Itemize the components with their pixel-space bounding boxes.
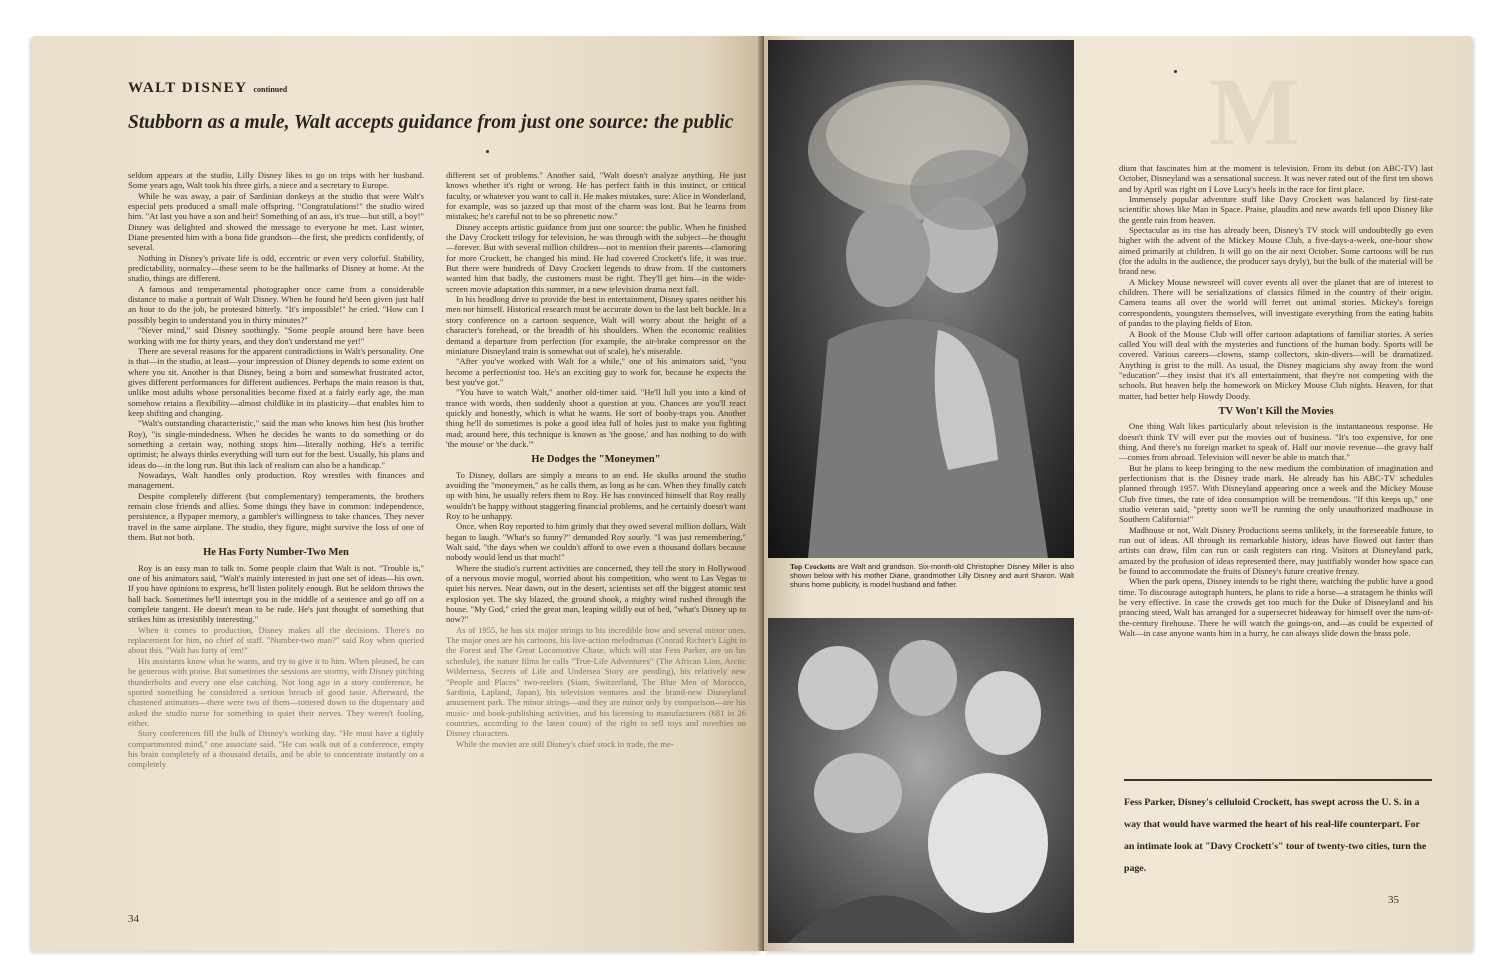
paragraph: There are several reasons for the apparent contradictions in Walt's personality. One is that—in the studio, at least—your impression of Disney depends to some extent on where you sit. Another is that Disney, being a born and somewhat frustrated actor, gives different performances for different audiences. Perhaps the main reason is that, unlike most adults whose personalities become fixed at a fairly early age, the man somehow retains a flexibility—almost childlike in its plasticity—that enables him to keep shifting and changing. — [128, 345, 424, 418]
subhead-moneymen: He Dodges the "Moneymen" — [531, 454, 661, 466]
photo-walt-and-grandson-image — [768, 40, 1074, 558]
photo-caption — [790, 562, 1074, 589]
paragraph: One thing Walt likes particularly about television is the instantaneous response. He doesn't think TV will ever put the movies out of business. "It's too expensive, for one thing. And there's no foreign market to speak of. Half our movie revenue—the gravy half—comes from abroad. Television will never be able to match that." — [1119, 421, 1433, 463]
paragraph: Spectacular as its rise has already been, Disney's TV stock will undoubtedly go even higher with the advent of the Mickey Mouse Club, a five-days-a-week, one-hour show aimed primarily at children. It will go on the air next October. Some cartoons will be run (for the adults in the audience, the producer says dryly), but the bulk of the material will be brand new. — [1119, 225, 1433, 277]
subhead-forty-number-two-men: He Has Forty Number-Two Men — [203, 547, 349, 559]
paragraph: Disney accepts artistic guidance from just one source: the public. When he finished the Davy Crockett trilogy for television, he was through with the subject—he thought—forever. But with several million children—not to mention their parents—clamoring for more Crockett, he changed his mind. He had covered Crockett's life, it was true. But there were hundreds of Davy Crockett legends to draw from. If the customers wanted him that badly, the customers must be right. They'll get him—in the wide-screen movie adaptation this summer, in a new television drama next fall. — [446, 221, 746, 294]
paragraph: Where the studio's current activities are concerned, they tell the story in Hollywood of a nervous movie mogul, worried about his competition, who went to Las Vegas to quiet his nerves. Near dawn, out in the desert, scientists set off the biggest atomic test explosion yet. The sky blazed, the ground shook, a mighty wind rushed through the house. "My God," cried the great man, leaping wildly out of bed, "what's Disney up to now?" — [446, 562, 746, 625]
paragraph: different set of problems." Another said, "Walt doesn't analyze anything. He just knows whether it's right or wrong. He has perfect faith in this instinct, or critical faculty, or whatever you want to call it. He makes mistakes, sure: Alice in Wonderland, for example, was so jazzed up that most of the charm was lost. But he learns from mistakes; he's careful not to be so phrenetic now." — [446, 170, 746, 222]
left-column-1 — [128, 170, 424, 951]
paragraph: While the movies are still Disney's chief stock in trade, the me- — [456, 738, 674, 749]
page-number-right: 35 — [1388, 894, 1399, 906]
ghost-letter: M — [1209, 58, 1296, 165]
right-page — [764, 36, 1472, 951]
paragraph: "Never mind," said Disney soothingly. "Some people around here have been working with me for thirty years, and they don't understand me yet!" — [128, 325, 424, 346]
header-continued: continued — [253, 85, 288, 94]
subhead-tv-wont-kill-movies: TV Won't Kill the Movies — [1218, 405, 1334, 417]
paragraph: Nothing in Disney's private life is odd, eccentric or even very colorful. Stability, predictability, normalcy—these seem to be the hallmarks of Disney at home. At the studio, things are different. — [128, 252, 424, 284]
paragraph: Madhouse or not, Walt Disney Productions seems unlikely, in the foreseeable future, to run out of ideas. All through its remarkable history, ideas have flowed out faster than artists can draw, film can run or cash registers can ring. Visitors at Disneyland park, amazed by the profusion of ideas represented there, may justifiably wonder how space can be found to accommodate the fruits of Disney's future creative frenzy. — [1119, 524, 1433, 577]
paragraph: When the park opens, Disney intends to be right there, watching the public have a good time. To discourage autograph hunters, he plans to ride a horse—a stratagem he thinks will be very effective. In case the crowds get too much for the Duke of Disneyland and his prancing steed, Walt has arranged for a supersecret hideaway for himself over the turn-of-the-century firehouse. There he will watch the goings-on, and—as could be expected of Walt—in case anyone wants him in a hurry, he can always slide down the brass pole. — [1119, 576, 1433, 639]
paragraph: But he plans to keep bringing to the new medium the combination of imagination and perfectionism that is the Disney trade mark. He already has his ABC-TV schedules planned through 1957. With Disneyland appearing once a week and the Mickey Mouse Club five times, the rate of idea consumption will be tremendous. "If this keeps up," one studio veteran said, "pretty soon we'll be running the only unauthorized madhouse in Southern California!" — [1119, 462, 1433, 525]
top-dot — [1174, 70, 1177, 73]
paragraph: "You have to watch Walt," another old-timer said. "He'll lull you into a kind of trance with words, then suddenly shoot a question at you. Chances are you'll react quickly and honestly, which is what he wants. He sort of booby-traps you. Another thing he'll do sometimes is poke a good idea full of holes just to make you fighting mad; around here, this technique is known as 'the goose,' and has nothing to do with 'the mouse' or 'the duck.'" — [446, 387, 746, 449]
paragraph: In his headlong drive to provide the best in entertainment, Disney spares neither his men nor himself. Historical research must be accurate down to the last belt buckle. In a story conference on a cartoon sequence, Walt will worry about the height of a character's forehead, or the breadth of his shoulders. When the economic realities demand a departure from perfection (for example, the air-brake compressor on the miniature Disneyland train is somewhat out of scale), he's miserable. — [446, 294, 746, 356]
paragraph: seldom appears at the studio, Lilly Disney likes to go on trips with her husband. Some years ago, Walt took his three girls, a niece and a secretary to Europe. — [128, 170, 424, 191]
deck-dot — [486, 150, 489, 153]
paragraph: To Disney, dollars are simply a means to an end. He skulks around the studio avoiding the "moneymen," as he calls them, as long as he can. When they finally catch up with him, he usually refers them to Roy. He has convinced himself that Roy really wouldn't be happy without staggering financial problems, and he certainly doesn't want Roy to be unhappy. — [446, 469, 746, 521]
photo-disney-family — [768, 618, 1074, 943]
photo-disney-family-image — [768, 618, 1074, 943]
paragraph: His assistants know what he wants, and try to give it to him. When pleased, he can be generous with praise. But sometimes the sessions are stormy, with Disney pitching thunderbolts and every one else catching. Not long ago in a story conference, he spotted something he considered a serious breach of good taste. Afterward, the chastened animators—there were two of them—tottered down to the dispensary and asked the studio nurse for something to quiet their nerves. They weren't fooling, either. — [128, 655, 424, 728]
caption-lead: Top Crocketts — [790, 562, 836, 571]
paragraph: A famous and temperamental photographer once came from a considerable distance to make a portrait of Walt Disney. When he found he'd been given just half an hour to do the job, he protested bitterly. "It's impossible!" he cried. "How can I possibly begin to understand you in thirty minutes?" — [128, 283, 424, 325]
paragraph: Story conferences fill the bulk of Disney's working day. "He must have a tightly compartmented mind," one associate said. "He can walk out of a conference, empty his brain completely of a thousand details, and be able to concentrate instantly on a completely — [128, 728, 424, 770]
left-column-2 — [446, 170, 746, 951]
paragraph: A Mickey Mouse newsreel will cover events all over the planet that are of interest to children. There will be serializations of classics filmed in the country of their origin. Camera teams all over the world will ferret out animal stories. Mickey's foreign correspondents, youngsters themselves, will investigate everything from the eating habits of pandas to the playing fields of Eton. — [1119, 276, 1433, 329]
right-column — [1119, 163, 1433, 803]
paragraph: Nowadays, Walt handles only production. Roy wrestles with finances and management. — [128, 469, 424, 491]
paragraph: Immensely popular adventure stuff like Davy Crockett was balanced by first-rate scientific shows like Man in Space. Praise, plaudits and new awards fell upon Disney like the gentle rain from heaven. — [1119, 194, 1433, 225]
paragraph: "After you've worked with Walt for a while," one of his animators said, "you become a perfectionist too. He's an exciting guy to work for, because he expects the best you've got." — [446, 356, 746, 387]
paragraph: dium that fascinates him at the moment is television. From its debut (on ABC-TV) last October, Disneyland was a sensational success. It was never rated out of the first ten shows and by April was right on I Love Lucy's heels in the race for first place. — [1119, 163, 1433, 194]
teaser-text: Fess Parker, Disney's celluloid Crockett, has swept across the U. S. in a way that would have warmed the heart of his real-life counterpart. For an intimate look at "Davy Crockett's" tour of twenty-two cities, turn the page. — [1124, 797, 1427, 874]
paragraph: When it comes to production, Disney makes all the decisions. There's no replacement for him, no chief of staff. "Number-two man?" said Roy when queried about this. "Walt has forty of 'em!" — [128, 624, 424, 656]
paragraph: As of 1955, he has six major strings to his incredible bow and several minor ones. The major ones are his cartoons, his live-action melodramas (Conrad Richter's Light in the Forest and The Great Locomotive Chase, which will star Fess Parker, are on his schedule), the nature films he calls "True-Life Adventures" (The African Lion, Arctic Wilderness, Secrets of Life and Undersea Story are pending), his relatively new "People and Places" two-reelers (Siam, Switzerland, The Blue Men of Morocco, Sardinia, Lapland, Japan), his television ventures and the brand-new Disneyland amusement park. The minor strings—and they are minor only by comparison—are his music- and book-publishing activities, and his licensing to manufacturers (681 in 26 countries, according to the latest count) of the right to sell toys and novelties on Disney characters. — [446, 624, 746, 739]
paragraph: Despite completely different (but complementary) temperaments, the brothers remain close friends and allies. Some things they have in common: independence, persistence, a flypaper memory, a gambler's willingness to take chances. They never travel in the same airplane. The studio, they figure, might survive the loss of one of them. But not both. — [128, 490, 424, 543]
article-deck: Stubborn as a mule, Walt accepts guidance from just one source: the public — [128, 112, 734, 133]
left-page — [32, 36, 762, 951]
teaser-rule — [1124, 779, 1432, 781]
running-header — [128, 80, 287, 97]
paragraph: "Walt's outstanding characteristic," said the man who knows him best (his brother Roy), "is single-mindedness. When he decides he wants to do something or do something a certain way, nothing stops him—literally nothing. He's a terrific optimist; he always thinks everything will turn out for the best. Usually, his plans and ideas do—in the long run. But this lack of realism can also be a handicap." — [128, 418, 424, 470]
paragraph: Once, when Roy reported to him grimly that they owed several million dollars, Walt began to laugh. "What's so funny?" demanded Roy sourly. "I was just remembering," Walt said, "the days when we couldn't afford to owe even a thousand dollars because nobody would lend us that much!" — [446, 521, 746, 563]
paragraph: A Book of the Mouse Club will offer cartoon adaptations of familiar stories. A series called You will deal with the mysteries and functions of the human body. Sports will be covered. Various careers—clowns, stamp collectors, skin-divers—will be dramatized. Anything is grist to the mill. As usual, the Disney magicians shy away from the word "education"—they insist that it's all entertainment, that they're not competing with the schools. But heaven help the homework on Mickey Mouse Club nights. Heaven, for that matter, had better help Howdy Doody. — [1119, 328, 1433, 401]
photo-walt-and-grandson — [768, 40, 1074, 558]
paragraph: While he was away, a pair of Sardinian donkeys at the studio that were Walt's especial pets produced a small male offspring. "Congratulations!" the studio wired him. "At last you have a son and heir! Something of an ass, it's true—but still, a boy!" Disney was delighted and showed the message to everyone he met. Last winter, Diane presented him with a bona fide grandson—the first, she predicts confidently, of several. — [128, 190, 424, 253]
page-number-left: 34 — [128, 913, 139, 925]
header-title: WALT DISNEY — [128, 80, 248, 96]
paragraph: Roy is an easy man to talk to. Some people claim that Walt is not. "Trouble is," one of his animators said, "Walt's mainly interested in just one set of ideas—his own. If you have opinions to express, he'll listen politely enough. But he seldom throws the ball back. Sometimes he'll interrupt you in the middle of a sentence and go off on a complete tangent. He doesn't mean to be rude. He's just thought of something that strikes him as irresistibly interesting." — [128, 562, 424, 625]
caption-text: are Walt and grandson. Six-month-old Christopher Disney Miller is also shown below with his mother Diane, grandmother Lilly Disney and aunt Sharon. Walt shuns home publicity, is model husband and father. — [790, 562, 1074, 589]
